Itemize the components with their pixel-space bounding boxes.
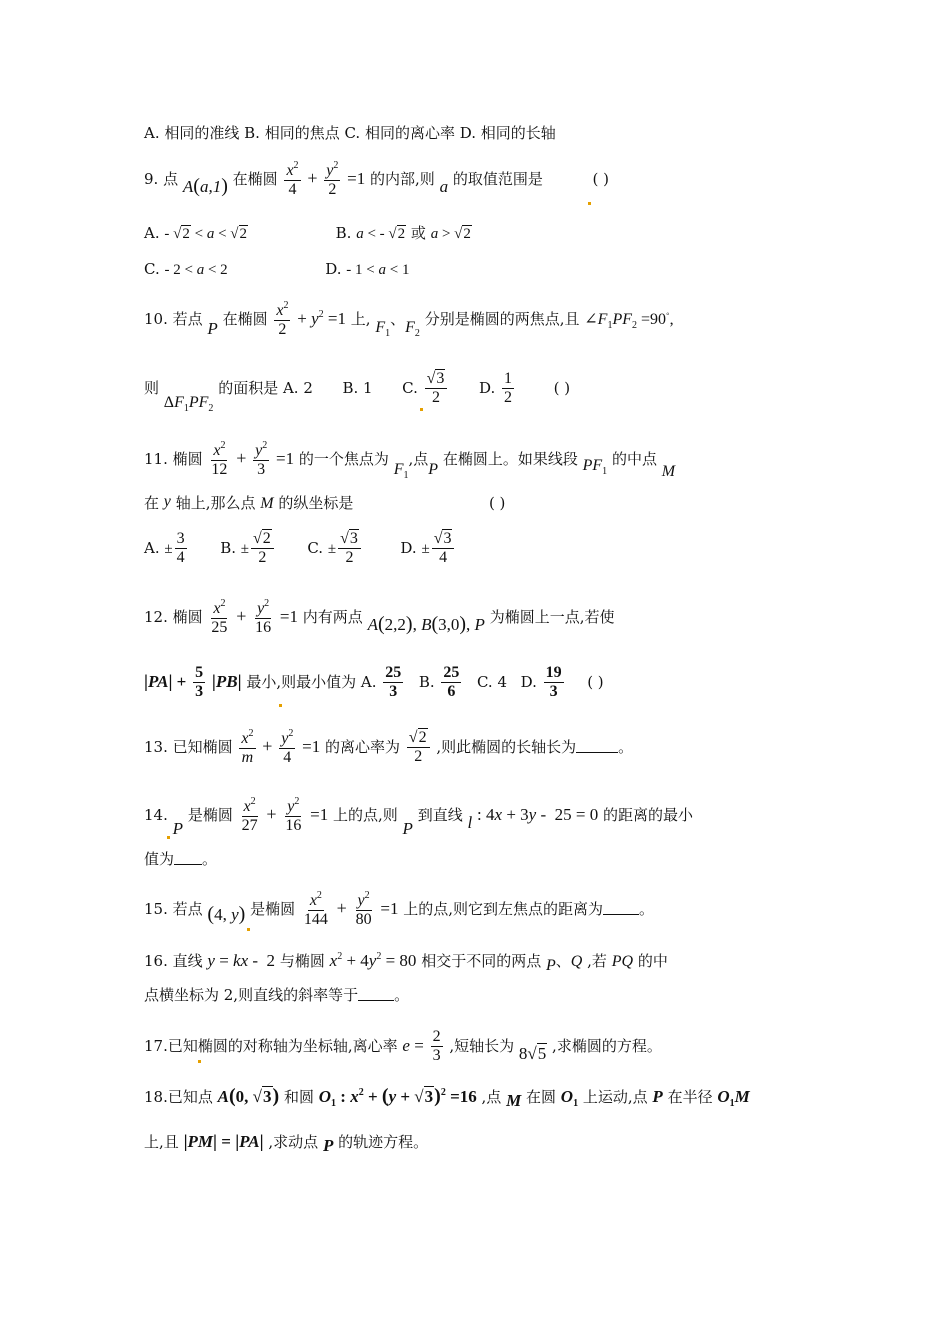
question-16: 16. 直线 y = kx - 2 与椭圆 $x^2 + 4y^2 = 80$ 相交于不同的两点 P、Q ,若 PQ 的中	[144, 951, 668, 974]
math-fraction: $\frac{x^2}{m}$	[241, 728, 254, 767]
question-10-area: 则 $\Delta F_1PF_2$ 的面积是 A. 2 B. 1 C. $\frac{√3}{2}$ D. $\frac{1}{2}$ ( )	[144, 370, 571, 414]
q8-options: A. 相同的准线 B. 相同的焦点 C. 相同的离心率 D. 相同的长轴	[144, 124, 556, 142]
math-fraction: $\frac{25}{6}$	[443, 664, 460, 701]
math-fraction: $\frac{x^2}{144}$	[303, 890, 328, 929]
math-fraction: $\frac{y^2}{4}$	[281, 728, 294, 767]
q9-options-cd: C. - 2 < a < 2 D. - 1 < a < 1	[144, 260, 410, 278]
math-fraction: $\frac{3}{4}$	[176, 530, 185, 567]
math-fraction: $\frac{y^2}{16}$	[255, 598, 272, 637]
math-fraction: $\frac{1}{2}$	[504, 370, 513, 407]
math-fraction: $\frac{25}{3}$	[385, 664, 402, 701]
math-fraction: $\frac{√2}{2}$	[251, 530, 274, 568]
math-fraction: $\frac{x^2}{2}$	[276, 300, 289, 339]
question-9: 9. 点 A(a,1) 在椭圆 $\frac{x^2}{4}$ + $\frac{y^2}{2}$ =1 的内部,则 a 的取值范围是 ( )	[144, 160, 609, 199]
question-18: 18.已知点 A(0, √3) 和圆 $O_1$ : $x^2 + (y + √3)^2 =16$ ,点 M 在圆 $O_1$ 上运动,点 P 在半径 $O_1M$	[144, 1085, 750, 1110]
question-10: 10. 若点 P 在椭圆 $\frac{x^2}{2}$ + $y^2 =1$ 上, $F_1$、$F_2$ 分别是椭圆的两焦点,且 $\angle F_1PF_2 =90^◦$,	[144, 300, 674, 339]
math-fraction: $\frac{√3}{2}$	[425, 370, 448, 408]
question-16-cont: 点横坐标为 2,则直线的斜率等于 。	[144, 986, 410, 1004]
math-fraction: $\frac{y^2}{3}$	[255, 440, 268, 479]
math-fraction: $\frac{5}{3}$	[195, 664, 204, 701]
question-12-cont: |PA| + $\frac{5}{3}$ |PB| 最小,则最小值为 A. $\frac{25}{3}$ B. $\frac{25}{6}$ C. 4 D. $\frac{19}{3}$ ( )	[144, 664, 604, 701]
math-fraction: $\frac{19}{3}$	[545, 664, 562, 701]
question-11: 11. 椭圆 $\frac{x^2}{12}$ + $\frac{y^2}{3}$ =1 的一个焦点为 $F_1$,点P 在椭圆上。如果线段 $PF_1$ 的中点 M	[144, 440, 676, 481]
math-fraction: $\frac{y^2}{16}$	[285, 796, 302, 835]
question-14-cont: 值为 。	[144, 850, 218, 868]
math-fraction: $\frac{√2}{2}$	[407, 729, 430, 767]
q9-options-ab: A. - √2 < a < √2 B. a < - √2 或 a > √2	[144, 224, 471, 242]
question-17: 17.已知椭圆的对称轴为坐标轴,离心率 e = $\frac{2}{3}$ ,短轴长为 8√5 ,求椭圆的方程。	[144, 1028, 662, 1065]
math-fraction: $\frac{y^2}{80}$	[355, 890, 372, 929]
math-fraction: $\frac{2}{3}$	[432, 1028, 441, 1065]
math-fraction: $\frac{√3}{2}$	[338, 530, 361, 568]
math-fraction: $\frac{x^2}{25}$	[211, 598, 228, 637]
math-fraction: $\frac{y^2}{2}$	[326, 160, 339, 199]
question-12: 12. 椭圆 $\frac{x^2}{25}$ + $\frac{y^2}{16}$ =1 内有两点 A(2,2), B(3,0), P 为椭圆上一点,若使	[144, 598, 615, 637]
math-fraction: $\frac{x^2}{12}$	[211, 440, 228, 479]
question-14: 14. P 是椭圆 $\frac{x^2}{27}$ + $\frac{y^2}{16}$ =1 上的点,则 P 到直线 l : 4x + 3y - 25 = 0 的距离的最小	[144, 796, 693, 838]
question-18-cont: 上,且 |PM| = |PA| ,求动点 P 的轨迹方程。	[144, 1131, 429, 1155]
math-fraction: $\frac{√3}{4}$	[432, 530, 455, 568]
question-11-cont: 在 y 轴上,那么点 M 的纵坐标是 ( )	[144, 493, 506, 512]
math-fraction: $\frac{x^2}{27}$	[241, 796, 258, 835]
math-fraction: $\frac{x^2}{4}$	[286, 160, 299, 199]
question-15: 15. 若点 (4, y) 是椭圆 $\frac{x^2}{144}$ + $\frac{y^2}{80}$ =1 上的点,则它到左焦点的距离为 。	[144, 890, 655, 929]
question-13: 13. 已知椭圆 $\frac{x^2}{m}$ + $\frac{y^2}{4}$ =1 的离心率为 $\frac{√2}{2}$ ,则此椭圆的长轴长为 。	[144, 728, 634, 767]
q11-options: A. ± $\frac{3}{4}$ B. ± $\frac{√2}{2}$ C. ± $\frac{√3}{2}$ D. ± $\frac{√3}{4}$	[144, 530, 456, 568]
